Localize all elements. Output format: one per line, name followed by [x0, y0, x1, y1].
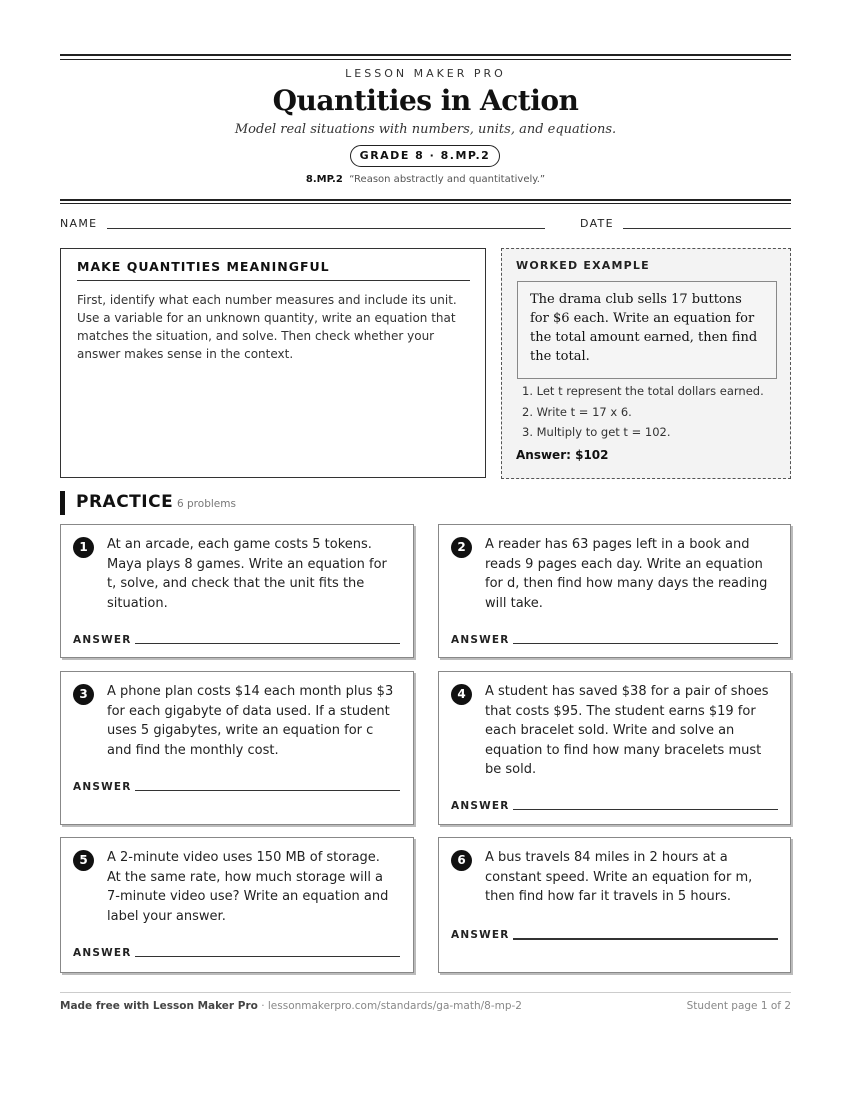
problem-number: 4 [451, 684, 472, 705]
instructions-box [60, 248, 486, 478]
worked-example-answer: Answer: $102 [516, 448, 609, 462]
worked-example-box [501, 248, 791, 479]
worked-example-step: 1. Let t represent the total dollars earned. [522, 384, 764, 398]
brand-name: LESSON MAKER PRO [345, 67, 506, 80]
problem-text: A student has saved $38 for a pair of shoes that costs $95. The student earns $19 for each bracelet sold. Write and solve an equation to find how many bracelets must be sold. [485, 684, 769, 777]
practice-accent-bar [60, 491, 65, 515]
answer-label: ANSWER [73, 781, 132, 793]
footer-page-number: Student page 1 of 2 [686, 1000, 791, 1012]
problem-number: 2 [451, 537, 472, 558]
practice-title: PRACTICE [76, 492, 174, 512]
standard-code: 8.MP.2 [305, 174, 343, 185]
answer-label: ANSWER [451, 929, 510, 941]
answer-line[interactable] [513, 938, 778, 940]
problem-text: A 2-minute video uses 150 MB of storage. At the same rate, how much storage will a 7-minute video use? Write an equation and label your answer. [107, 850, 389, 924]
header-rule [60, 54, 791, 56]
problem-card-3 [60, 671, 414, 825]
problem-card-4 [438, 671, 791, 825]
footer-made-with: Made free with Lesson Maker Pro [60, 1000, 258, 1012]
problem-text: At an arcade, each game costs 5 tokens. Maya plays 8 games. Write an equation for t, solve, and check that the unit fits the situation. [107, 537, 387, 611]
problem-text: A phone plan costs $14 each month plus $3 for each gigabyte of data used. If a student uses 5 gigabytes, write an equation for c and find the monthly cost. [107, 684, 394, 758]
header-rule-thin [60, 59, 791, 60]
worked-example-heading: WORKED EXAMPLE [516, 259, 650, 272]
footer-rule [60, 992, 791, 993]
problem-text: A bus travels 84 miles in 2 hours at a constant speed. Write an equation for m, then find how far it travels in 5 hours. [485, 850, 753, 904]
answer-line[interactable] [513, 643, 778, 644]
answer-label: ANSWER [73, 634, 132, 646]
problem-card-6 [438, 837, 791, 973]
worked-example-problem: The drama club sells 17 buttons for $6 each. Write an equation for the total amount earned, then find the total. [517, 281, 777, 379]
standard-line [60, 174, 791, 185]
answer-line[interactable] [135, 643, 400, 644]
answer-line[interactable] [135, 790, 400, 791]
problem-number: 6 [451, 850, 472, 871]
answer-label: ANSWER [451, 634, 510, 646]
worked-example-steps [516, 384, 786, 446]
header-bottom-rule [60, 199, 791, 201]
problem-number: 5 [73, 850, 94, 871]
problem-card-2 [438, 524, 791, 658]
standard-text: “Reason abstractly and quantitatively.” [349, 174, 546, 185]
problem-card-1 [60, 524, 414, 658]
problem-card-5 [60, 837, 414, 973]
problem-number: 1 [73, 537, 94, 558]
worksheet-page [60, 0, 791, 1100]
practice-count: 6 problems [177, 498, 236, 510]
worked-example-step: 2. Write t = 17 x 6. [522, 404, 632, 419]
worked-example-step: 3. Multiply to get t = 102. [522, 425, 671, 439]
instructions-heading: MAKE QUANTITIES MEANINGFUL [77, 259, 470, 281]
answer-label: ANSWER [451, 800, 510, 812]
answer-line[interactable] [513, 809, 778, 810]
name-label: NAME [60, 217, 98, 230]
footer-credit [60, 1000, 522, 1012]
page-subtitle: Model real situations with numbers, units, and equations. [234, 122, 617, 137]
problem-number: 3 [73, 684, 94, 705]
grade-badge: GRADE 8 · 8.MP.2 [350, 145, 500, 167]
name-field[interactable] [107, 228, 545, 229]
problem-text: A reader has 63 pages left in a book and reads 9 pages each day. Write an equation for d, then find how many days the reading will take. [485, 537, 768, 611]
answer-label: ANSWER [73, 947, 132, 959]
date-label: DATE [580, 217, 614, 230]
header-bottom-rule-thin [60, 203, 791, 204]
instructions-text: First, identify what each number measures and include its unit. Use a variable for an unknown quantity, write an equation that matches the situation, and solve. Then check whether your answer makes sense in the context. [77, 293, 457, 361]
answer-line[interactable] [135, 956, 400, 957]
date-field[interactable] [623, 228, 791, 229]
page-title: Quantities in Action [272, 84, 579, 117]
footer-link[interactable]: · lessonmakerpro.com/standards/ga-math/8-mp-2 [257, 1000, 522, 1012]
